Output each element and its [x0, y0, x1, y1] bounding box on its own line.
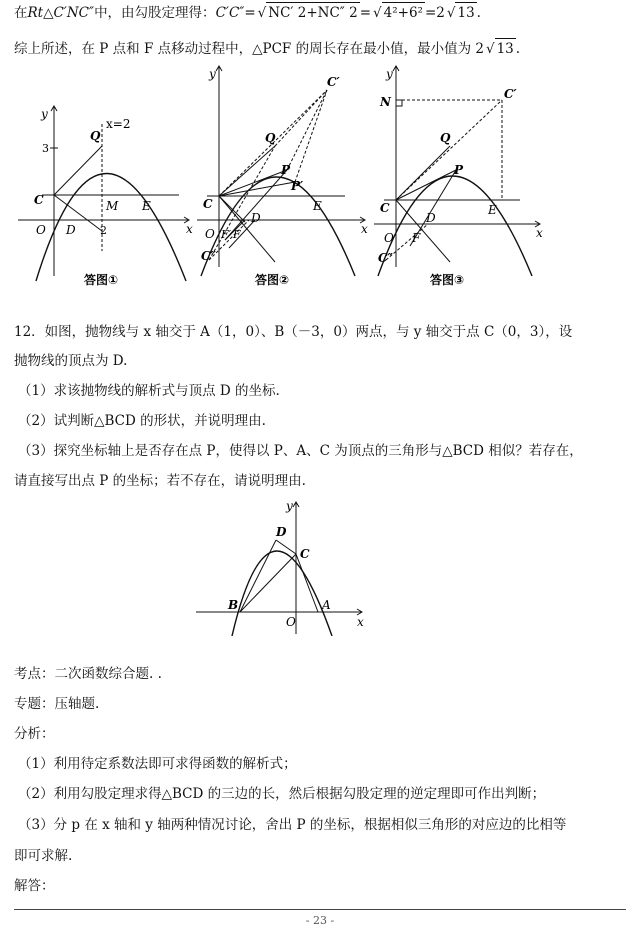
fig2-f-label: F [233, 228, 241, 241]
fig3-c-label: C [380, 201, 390, 215]
radicand-2: 4²+6² [382, 2, 425, 23]
fig1-caption: 答图① [84, 273, 119, 287]
fig3-p-label: P [454, 163, 464, 177]
fig3-cpp-label: C″ [378, 251, 393, 265]
fig2-caption: 答图② [255, 273, 290, 287]
problem-line-1: 12．如图，抛物线与 x 轴交于 A（1，0）、B（－3，0）两点，与 y 轴交于点 C（0，3），设 [14, 324, 573, 340]
kaodian-line: 考点：二次函数综合题. . [14, 666, 162, 682]
analysis-2: （2）利用勾股定理求得△BCD 的三边的长，然后根据勾股定理的逆定理即可作出判断； [18, 786, 546, 802]
text-prefix: 在 [14, 5, 28, 21]
fig4-c-label: C [300, 547, 310, 561]
formula-line: 在Rt△C′NC″中，由勾股定理得：C′C″= √ NC′ 2+NC″ 2 = √ 4²+6² =2 √ 13 . [14, 2, 481, 23]
fig1-x-label: x [186, 222, 193, 236]
problem-part-1: （1）求该抛物线的解析式与顶点 D 的坐标. [18, 383, 280, 399]
fig3-f-label: F [412, 231, 421, 245]
analysis-3a: （3）分 p 在 x 轴和 y 轴两种情况讨论，舍出 P 的坐标，根据相似三角形的对应边的比相等 [18, 817, 567, 833]
expr-result: =2 [424, 5, 445, 21]
fig2-e-label: E [313, 199, 322, 213]
fig2-fp-label: F′ [221, 228, 232, 241]
fig2-c-label: C [203, 197, 213, 211]
fig3-o-label: O [384, 231, 394, 245]
problem-part-3b: 请直接写出点 P 的坐标；若不存在，请说明理由. [14, 473, 306, 489]
fig1-y-label: y [41, 107, 48, 121]
jieda-heading: 解答： [14, 878, 55, 894]
fig2-pp-label: P′ [291, 179, 304, 193]
min-radicand: 13 [495, 38, 516, 59]
fig2-y-label: y [209, 67, 216, 81]
problem-line-2: 抛物线的顶点为 D. [14, 353, 128, 369]
fig3-n-label: N [380, 95, 391, 109]
figure-answer-1 [14, 76, 194, 291]
fenxi-heading: 分析： [14, 726, 55, 742]
fig4-a-label: A [322, 598, 331, 612]
fig3-cp-label: C′ [504, 87, 517, 101]
fig3-y-label: y [386, 67, 393, 81]
zhuanti-line: 专题：压轴题. [14, 696, 100, 712]
fig3-e-label: E [488, 203, 497, 217]
fig1-m-label: M [106, 199, 119, 213]
fig3-x-label: x [536, 226, 543, 240]
fig2-cpp-label: C″ [201, 249, 216, 263]
result-radicand: 13 [455, 2, 476, 23]
triangle-name: Rt△C′NC″ [27, 5, 95, 21]
conclusion-text: 综上所述，在 P 点和 F 点移动过程中，△PCF 的周长存在最小值，最小值为 2 [14, 41, 484, 57]
radicand-1: NC′ 2+NC″ 2 [266, 2, 359, 23]
fig2-x-label: x [361, 222, 368, 236]
problem-part-3a: （3）探究坐标轴上是否存在点 P，使得以 P、A、C 为顶点的三角形与△BCD 相似？若存在， [18, 443, 583, 459]
fig3-q-label: Q [440, 131, 451, 145]
fig1-e-label: E [142, 199, 151, 213]
fig4-b-label: B [228, 598, 239, 612]
fig2-o-label: O [205, 227, 215, 241]
figure-problem-12 [192, 496, 372, 636]
fig1-d-label: D [66, 223, 76, 237]
fig2-q-label: Q [265, 131, 276, 145]
fig4-o-label: O [286, 615, 296, 629]
conclusion-line: 综上所述，在 P 点和 F 点移动过程中，△PCF 的周长存在最小值，最小值为 2 √ 13 . [14, 38, 520, 59]
analysis-1: （1）利用待定系数法即可求得函数的解析式； [18, 756, 297, 772]
text-mid: 中，由勾股定理得： [94, 5, 216, 21]
fig3-d-label: D [426, 211, 436, 225]
footer-rule [14, 909, 626, 910]
fig3-caption: 答图③ [430, 273, 465, 287]
fig2-d-label: D [251, 211, 261, 225]
fig2-p-label: P [281, 163, 291, 177]
fig1-x2-label: x=2 [106, 117, 131, 131]
problem-part-2: （2）试判断△BCD 的形状，并说明理由. [18, 413, 266, 429]
analysis-3b: 即可求解. [14, 848, 73, 864]
fig4-y-label: y [286, 499, 293, 513]
fig1-o-label: O [36, 223, 46, 237]
expr-lhs: C′C″= [215, 5, 256, 21]
fig2-cp-label: C′ [327, 75, 340, 89]
figure-answer-3 [370, 62, 550, 291]
fig4-d-label: D [276, 525, 287, 539]
fig4-x-label: x [357, 615, 364, 629]
fig1-c-label: C [34, 193, 44, 207]
expr-eq: = [359, 5, 372, 21]
fig1-q-label: Q [90, 129, 101, 143]
fig1-two-label: 2 [100, 224, 107, 237]
page-number: - 23 - [305, 914, 335, 927]
figure-answer-2 [195, 62, 375, 291]
fig1-three-label: 3 [42, 142, 49, 155]
